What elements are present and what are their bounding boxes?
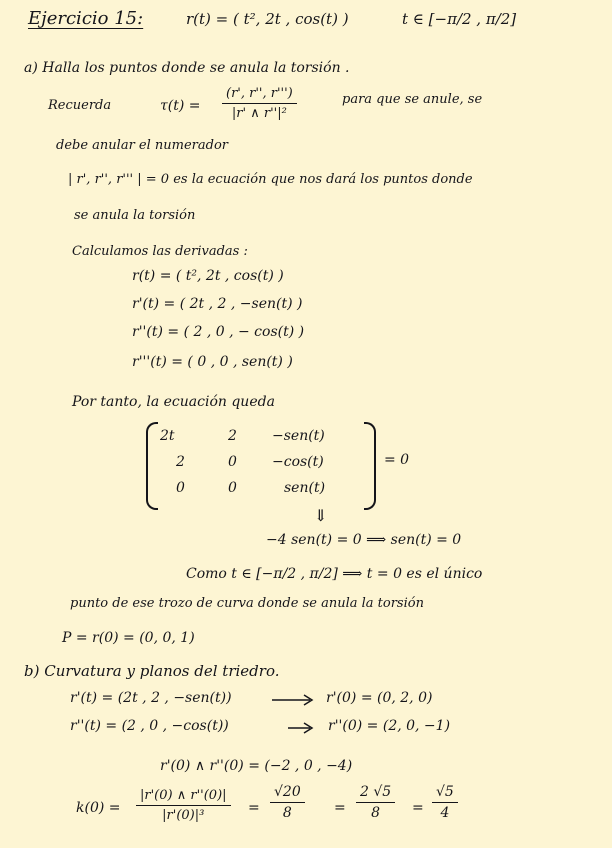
matrix-cell: −cos(t) [272,454,324,470]
curve-formula: r(t) = ( t², 2t , cos(t) ) [186,10,349,28]
curve-domain: t ∈ [−π/2 , π/2] [402,10,517,28]
curvature-value-3 [432,784,458,821]
matrix-cell: 0 [228,454,237,470]
determinant-right-bar [364,422,376,510]
curvature-fraction [136,788,231,823]
curvature-lhs: k(0) = [76,800,121,816]
para-que-text: para que se anule, se [342,92,483,107]
por-tanto-text: Por tanto, la ecuación queda [72,394,275,410]
matrix-cell: 2 [176,454,185,470]
derivative-r: r(t) = ( t², 2t , cos(t) ) [132,268,284,284]
part-b-statement: b) Curvatura y planos del triedro. [24,662,280,680]
determinant-equals-zero: = 0 [384,452,410,468]
recuerda-label: Recuerda [48,98,112,113]
matrix-cell: 2t [160,428,175,444]
curvature-value-2 [356,784,395,821]
equals-sign: = [334,800,346,816]
matrix-cell: sen(t) [284,480,326,496]
curvature-numerator: |r'(0) ∧ r''(0)| [136,788,231,806]
curvature-value-3-den: 4 [440,805,450,821]
matrix-cell: 0 [176,480,185,496]
first-derivative-at-zero: r'(0) = (0, 2, 0) [326,690,433,706]
long-right-arrow-icon [270,692,316,708]
second-derivative-at-zero: r''(0) = (2, 0, −1) [328,718,451,734]
torsion-determinant [146,422,386,506]
matrix-cell: −sen(t) [272,428,325,444]
se-anula-text: se anula la torsión [74,208,196,223]
derivative-r2: r''(t) = ( 2 , 0 , − cos(t) ) [132,324,305,340]
torsion-denominator: |r' ∧ r''|² [231,106,287,121]
derivative-r3: r'''(t) = ( 0 , 0 , sen(t) ) [132,354,293,370]
torsion-numerator: (r', r'', r''') [222,86,297,104]
first-derivative: r'(t) = (2t , 2 , −sen(t)) [70,690,232,706]
result-line: −4 sen(t) = 0 ⟹ sen(t) = 0 [266,532,462,548]
determinant-left-bar [146,422,158,510]
part-a-statement: a) Halla los puntos donde se anula la torsión . [24,60,350,76]
torsion-lhs: τ(t) = [160,98,201,114]
second-derivative: r''(t) = (2 , 0 , −cos(t)) [70,718,229,734]
curvature-value-2-den: 8 [371,805,381,821]
curvature-denominator: |r'(0)|³ [162,808,205,823]
curvature-value-1-den: 8 [282,805,292,821]
derivative-r1: r'(t) = ( 2t , 2 , −sen(t) ) [132,296,303,312]
curvature-value-2-num: 2 √5 [356,784,395,803]
implies-down-arrow: ⇓ [314,506,328,525]
calculamos-text: Calculamos las derivadas : [72,244,248,259]
torsion-fraction [222,86,297,121]
debe-anular-text: debe anular el numerador [56,138,228,153]
cross-product: r'(0) ∧ r''(0) = (−2 , 0 , −4) [160,758,353,774]
matrix-cell: 2 [228,428,237,444]
como-line: Como t ∈ [−π/2 , π/2] ⟹ t = 0 es el único [186,566,483,582]
curvature-value-3-num: √5 [432,784,458,803]
punto-line: punto de ese trozo de curva donde se anula la torsión [70,596,424,611]
curvature-value-1-num: √20 [270,784,305,803]
matrix-cell: 0 [228,480,237,496]
equals-sign: = [248,800,260,816]
equals-sign: = [412,800,424,816]
exercise-title: Ejercicio 15: [28,8,144,29]
point-p: P = r(0) = (0, 0, 1) [62,630,195,646]
curvature-value-1 [270,784,305,821]
equation-line: | r', r'', r''' | = 0 es la ecuación que nos dará los puntos donde [68,172,473,187]
right-arrow-icon [286,720,316,736]
